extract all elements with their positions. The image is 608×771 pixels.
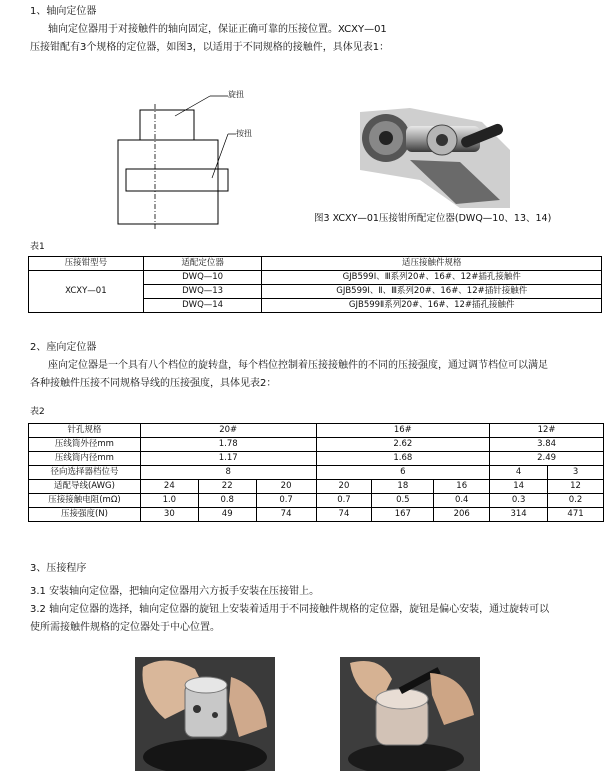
- table-row: [29, 494, 604, 508]
- table2-group-16: 16#: [316, 424, 490, 438]
- table2-cell: 74: [256, 508, 316, 522]
- table2-cell: 1.0: [140, 494, 198, 508]
- table2-cell: 18: [372, 480, 434, 494]
- section3-step2-line2: 使所需接触件规格的定位器处于中心位置。: [30, 622, 220, 633]
- section3-step1: 3.1 安装轴向定位器，把轴向定位器用六方扳手安装在压接钳上。: [30, 586, 320, 597]
- table2: [28, 423, 604, 522]
- table-row: [29, 452, 604, 466]
- table2-cell: 0.7: [316, 494, 372, 508]
- table1-model-cell: XCXY—01: [29, 271, 144, 313]
- row-label: 压线筒外径mm: [29, 438, 141, 452]
- figure3-caption: 图3 XCXY—01压接钳所配定位器(DWQ—10、13、14): [314, 213, 552, 224]
- table2-cell: 0.5: [372, 494, 434, 508]
- table2-cell: 206: [434, 508, 490, 522]
- table2-label: 表2: [30, 407, 45, 417]
- table2-cell: 0.8: [198, 494, 256, 508]
- row-label: 径向选择器档位号: [29, 466, 141, 480]
- table2-cell: 30: [140, 508, 198, 522]
- table2-cell: 6: [316, 466, 490, 480]
- table-row: [29, 480, 604, 494]
- table2-cell: 22: [198, 480, 256, 494]
- table2-cell: 14: [490, 480, 548, 494]
- table2-cell: 49: [198, 508, 256, 522]
- table2-header-row: [29, 424, 604, 438]
- table2-cell: 1.78: [140, 438, 316, 452]
- locator-hole: [193, 705, 201, 713]
- table1-header-locator: 适配定位器: [143, 257, 262, 271]
- table2-cell: 16: [434, 480, 490, 494]
- table2-cell: 0.7: [256, 494, 316, 508]
- install-photo-right: [340, 657, 480, 771]
- leader-knob: [175, 96, 210, 116]
- table2-cell: 0.4: [434, 494, 490, 508]
- install-photo-left: [135, 657, 275, 771]
- table2-cell: 0.3: [490, 494, 548, 508]
- table2-cell: 8: [140, 466, 316, 480]
- label-button: 按扭: [236, 129, 252, 138]
- row-label: 适配导线(AWG): [29, 480, 141, 494]
- table2-cell: 4: [490, 466, 548, 480]
- leader-button: [212, 134, 228, 178]
- section1-heading: 1、轴向定位器: [30, 6, 97, 17]
- section1-paragraph-line2: 压接钳配有3个规格的定位器，如图3，以适用于不同规格的接触件，具体见表1：: [30, 42, 390, 53]
- section2-paragraph-line1: 座向定位器是一个具有八个档位的旋转盘，每个档位控制着压接接触件的不同的压接强度，通过调节档位可以满足: [48, 360, 548, 371]
- section3-heading: 3、压接程序: [30, 563, 87, 574]
- table2-cell: 74: [316, 508, 372, 522]
- table2-cell: 1.68: [316, 452, 490, 466]
- table2-cell: 3.84: [490, 438, 604, 452]
- table1-label: 表1: [30, 242, 45, 252]
- section1-paragraph-line1: 轴向定位器用于对接触件的轴向固定，保证正确可靠的压接位置。XCXY—01: [48, 24, 387, 35]
- dial-hub: [379, 131, 393, 145]
- section2-paragraph-line2: 各种接触件压接不同规格导线的压接强度，具体见表2：: [30, 378, 277, 389]
- locator-center: [436, 134, 448, 146]
- table2-cell: 314: [490, 508, 548, 522]
- table1: [28, 256, 602, 313]
- table1-header-contacts: 适压接触件规格: [262, 257, 602, 271]
- locator-top: [185, 677, 227, 693]
- table-row: [29, 438, 604, 452]
- table2-cell: 0.2: [548, 494, 604, 508]
- table-row: [29, 466, 604, 480]
- section3-step2-line1: 3.2 轴向定位器的选择，轴向定位器的旋钮上安装着适用于不同接触件规格的定位器，旋钮是偏心安装，通过旋转可以: [30, 604, 550, 615]
- table2-header-title: 针孔规格: [29, 424, 141, 438]
- table2-cell: 20: [256, 480, 316, 494]
- table-row: [29, 508, 604, 522]
- table2-cell: 167: [372, 508, 434, 522]
- table2-cell: 2.62: [316, 438, 490, 452]
- table2-cell: 12: [548, 480, 604, 494]
- table1-cell: DWQ—10: [143, 271, 262, 285]
- table2-cell: 1.17: [140, 452, 316, 466]
- table2-cell: 20: [316, 480, 372, 494]
- body-outline: [118, 140, 218, 224]
- row-label: 压线筒内径mm: [29, 452, 141, 466]
- table2-cell: 3: [548, 466, 604, 480]
- label-knob: 旋扭: [228, 90, 244, 99]
- table1-cell: GJB599Ⅰ、Ⅲ系列20#、16#、12#插孔接触件: [262, 271, 602, 285]
- locator-hole: [212, 712, 218, 718]
- table2-group-12: 12#: [490, 424, 604, 438]
- table-row: [29, 271, 602, 285]
- table2-cell: 24: [140, 480, 198, 494]
- table1-header-model: 压接钳型号: [29, 257, 144, 271]
- button-outline: [126, 169, 228, 191]
- table2-cell: 2.49: [490, 452, 604, 466]
- tool-photo: [360, 100, 512, 208]
- table2-group-20: 20#: [140, 424, 316, 438]
- knob-outline: [140, 110, 194, 140]
- row-label: 压接强度(N): [29, 508, 141, 522]
- table1-cell: GJB599Ⅰ、Ⅱ、Ⅲ系列20#、16#、12#插针接触件: [262, 285, 602, 299]
- locator-drawing: [100, 86, 270, 236]
- table2-cell: 471: [548, 508, 604, 522]
- table1-cell: DWQ—14: [143, 299, 262, 313]
- table1-cell: GJB599Ⅱ系列20#、16#、12#插孔接触件: [262, 299, 602, 313]
- table1-cell: DWQ—13: [143, 285, 262, 299]
- row-label: 压接接触电阻(mΩ): [29, 494, 141, 508]
- table1-header-row: [29, 257, 602, 271]
- section2-heading: 2、座向定位器: [30, 342, 97, 353]
